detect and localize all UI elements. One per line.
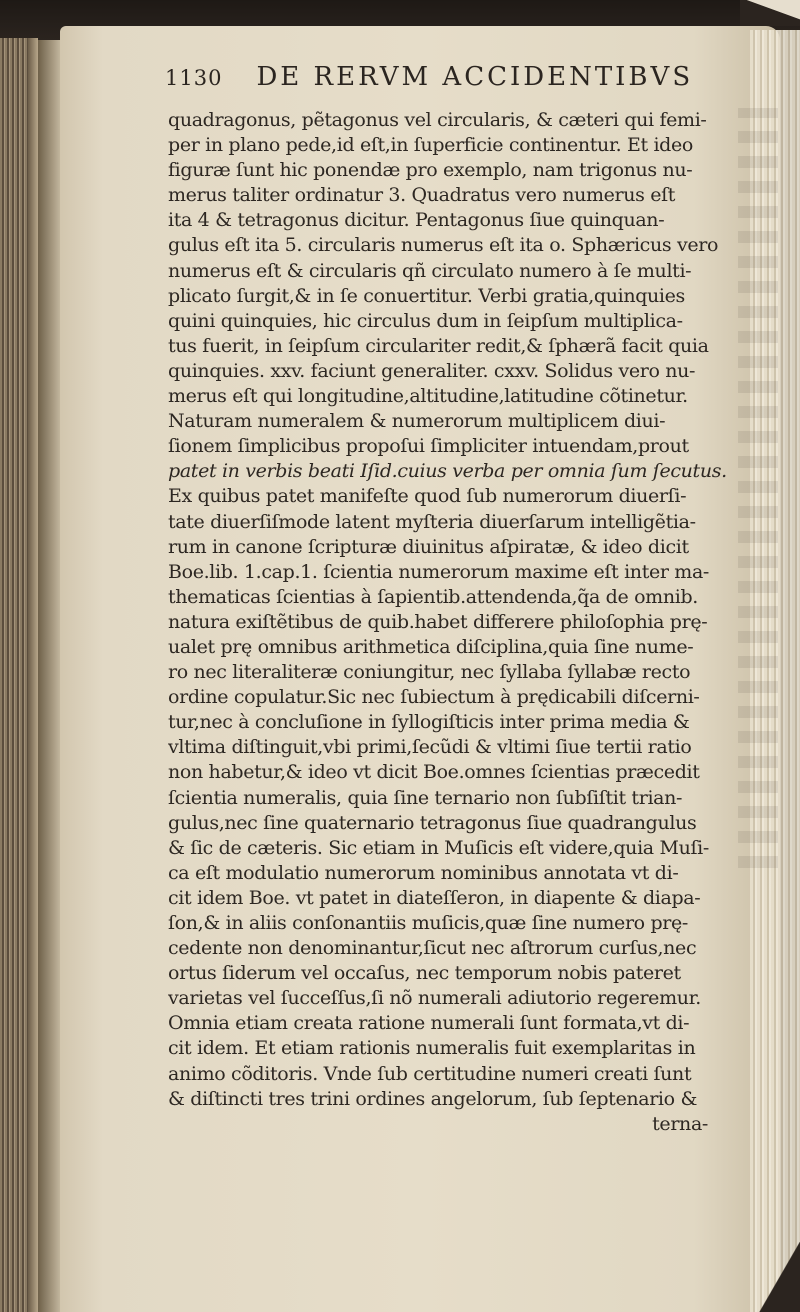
text-line: figuræ ſunt hic ponendæ pro exemplo, nam trigonus nu- <box>168 159 693 182</box>
text-line: tate diuerſiſmode latent myſteria diuerſarum intelligẽtia- <box>168 510 696 533</box>
text-line: ſionem ſimplicibus propoſui ſimpliciter intuendam,prout <box>168 435 689 458</box>
catchword: terna- <box>652 1112 708 1135</box>
text-line: quadragonus, pẽtagonus vel circularis, & cæteri qui femi- <box>168 109 707 131</box>
text-line: ualet prę omnibus arithmetica diſciplina,quia ſine nume- <box>168 635 694 658</box>
text-line: plicato ſurgit,& in ſe conuertitur. Verbi gratia,quinquies <box>168 284 685 307</box>
text-line: merus eſt qui longitudine,altitudine,latitudine cõtinetur. <box>168 385 688 408</box>
text-line: per in plano pede,id eſt,in ſuperficie continentur. Et ideo <box>168 134 693 157</box>
text-line: vltima diſtinguit,vbi primi,ſecũdi & vltimi ſiue tertii ratio <box>168 736 692 759</box>
text-line: tus fuerit, in ſeipſum circulariter redit,& ſphærã facit quia <box>168 334 709 357</box>
text-line: quini quinquies, hic circulus dum in ſeipſum multiplica- <box>168 309 683 332</box>
text-line: merus taliter ordinatur 3. Quadratus vero numerus eſt <box>168 184 676 207</box>
body-text <box>168 108 738 1137</box>
text-line: non habetur,& ideo vt dicit Boe.omnes ſcientias præcedit <box>168 761 700 784</box>
text-line: & ſic de cæteris. Sic etiam in Muſicis eſt videre,quia Muſi- <box>168 836 709 859</box>
text-line: cit idem Boe. vt patet in diateſſeron, in diapente & diapa- <box>168 886 701 909</box>
text-line: ſon,& in aliis conſonantiis muſicis,quæ ſine numero prę- <box>168 912 688 934</box>
text-line: tur,nec à concluſione in ſyllogiſticis inter prima media & <box>168 711 690 734</box>
left-page-edges <box>0 38 38 1312</box>
text-line: animo cõditoris. Vnde ſub certitudine numeri creati ſunt <box>168 1062 692 1085</box>
text-line: ordine copulatur.Sic nec ſubiectum à prędicabili diſcerni- <box>168 686 700 709</box>
text-line: Naturam numeralem & numerorum multiplicem diui- <box>168 410 666 433</box>
show-through-text <box>738 108 778 868</box>
text-line: ortus ſiderum vel occaſus, nec temporum nobis pateret <box>168 962 681 985</box>
text-line: ita 4 & tetragonus dicitur. Pentagonus ſiue quinquan- <box>168 209 665 232</box>
text-line: quinquies. xxv. faciunt generaliter. cxxv. Solidus vero nu- <box>168 359 696 382</box>
text-line: & diſtincti tres trini ordines angelorum, ſub ſeptenario & <box>168 1087 698 1110</box>
text-line: patet in verbis beati Iſid.cuius verba per omnia ſum ſecutus. <box>168 460 727 483</box>
text-line: rum in canone ſcripturæ diuinitus aſpiratæ, & ideo dicit <box>168 535 689 558</box>
text-line: Boe.lib. 1.cap.1. ſcientia numerorum maxime eſt inter ma- <box>168 560 710 583</box>
text-line: gulus,nec ſine quaternario tetragonus ſiue quadrangulus <box>168 811 697 834</box>
top-right-corner <box>740 0 800 26</box>
text-line: Ex quibus patet manifeſte quod ſub numerorum diuerſi- <box>168 485 687 508</box>
text-line: cedente non denominantur,ſicut nec aſtrorum curſus,nec <box>168 937 697 960</box>
text-line: thematicas ſcientias à ſapientib.attendenda,q̃a de omnib. <box>168 585 698 608</box>
text-line: numerus eſt & circularis qñ circulato numero à ſe multi- <box>168 259 692 282</box>
text-line: cit idem. Et etiam rationis numeralis fuit exemplaritas in <box>168 1037 696 1060</box>
folio-number: 1130 <box>165 66 223 90</box>
text-line: ſcientia numeralis, quia ſine ternario non ſubſiſtit trian- <box>168 786 683 809</box>
running-title: DE RERVM ACCIDENTIBVS <box>256 62 694 92</box>
text-line: ro nec literaliteræ coniungitur, nec ſyllaba ſyllabæ recto <box>168 661 691 684</box>
bottom-right-corner <box>740 1242 800 1312</box>
text-line: gulus eſt ita 5. circularis numerus eſt ita o. Sphæricus vero <box>168 234 719 257</box>
text-line: Omnia etiam creata ratione numerali ſunt formata,vt di- <box>168 1012 690 1035</box>
text-line: natura exiſtẽtibus de quib.habet differere philoſophia prę- <box>168 610 708 633</box>
text-line: varietas vel ſucceſſus,ſi nõ numerali adiutorio regeremur. <box>168 987 701 1010</box>
text-line: ca eſt modulatio numerorum nominibus annotata vt di- <box>168 861 679 884</box>
page-header <box>165 62 725 102</box>
